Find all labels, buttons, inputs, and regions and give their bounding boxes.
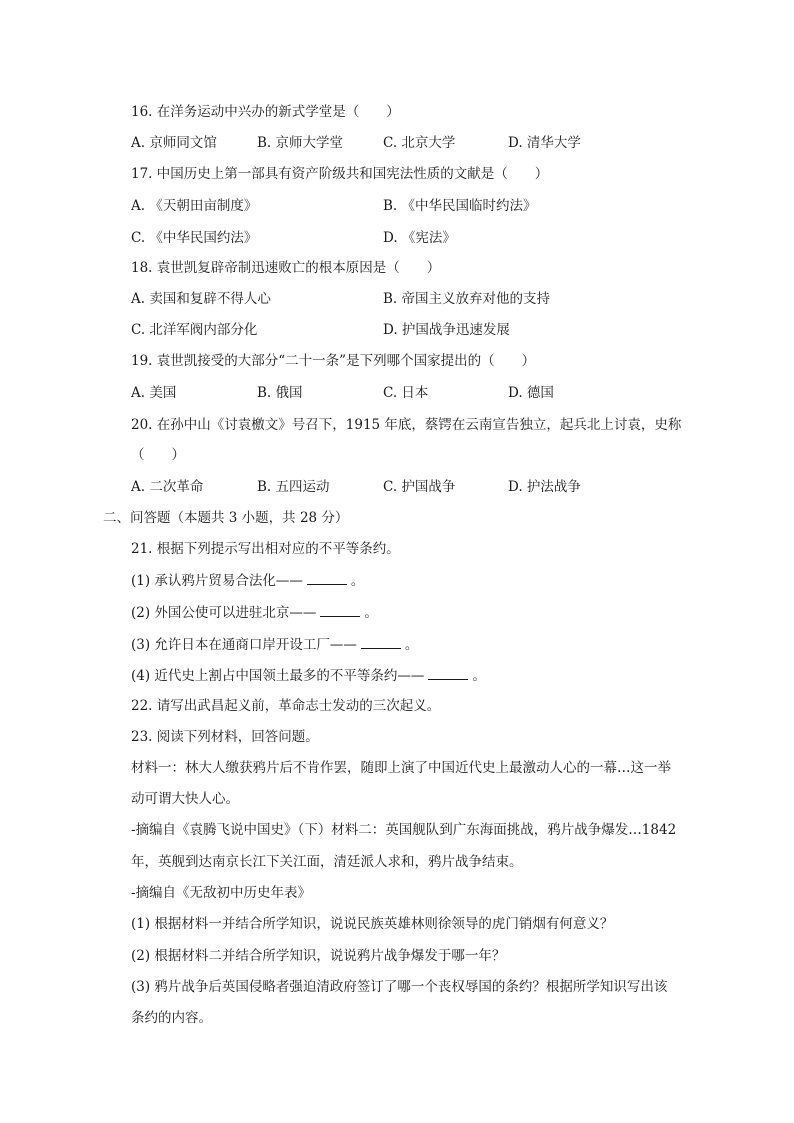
q23-question-2: (2) 根据材料二并结合所学知识，说说鸦片战争爆发于哪一年？	[131, 948, 506, 964]
q17-option-d: D. 《宪法》	[383, 230, 456, 246]
q20-option-d: D. 护法战争	[508, 479, 581, 495]
q21-item-1-text: (1) 承认鸦片贸易合法化——	[131, 573, 303, 589]
q16-option-a: A. 京师同文馆	[131, 135, 217, 151]
q19-option-a: A. 美国	[131, 385, 177, 401]
q21-item-1	[131, 570, 364, 591]
q18-option-a: A. 卖国和复辟不得人心	[131, 291, 271, 307]
question-17-stem: 17. 中国历史上第一部具有资产阶级共和国宪法性质的文献是（ ）	[131, 166, 549, 182]
section-2-heading: 二、问答题（本题共 3 小题，共 28 分）	[103, 510, 349, 526]
q21-item-3-end: 。	[404, 637, 419, 653]
q21-item-4-end: 。	[472, 668, 486, 684]
q23-material-line-1: 材料一：林大人缴获鸦片后不肯作罢，随即上演了中国近代史上最激动人心的一幕…这一举	[131, 760, 671, 776]
q16-option-d: D. 清华大学	[508, 135, 581, 151]
q21-item-1-end: 。	[350, 573, 365, 589]
q23-question-1: (1) 根据材料一并结合所学知识，说说民族英雄林则徐领导的虎门销烟有何意义？	[131, 916, 614, 932]
q19-option-d: D. 德国	[508, 385, 554, 401]
q23-material-line-5: -摘编自《无敌初中历史年表》	[131, 885, 312, 901]
q18-option-b: B. 帝国主义放弃对他的支持	[383, 291, 551, 307]
q19-option-c: C. 日本	[383, 385, 429, 401]
q21-item-4	[131, 665, 486, 686]
question-18-stem: 18. 袁世凯复辟帝制迅速败亡的根本原因是（ ）	[131, 260, 441, 276]
question-20-stem-line2: （ ）	[131, 447, 185, 463]
q20-option-a: A. 二次革命	[131, 479, 204, 495]
question-21-stem: 21. 根据下列提示写出相对应的不平等条约。	[131, 541, 400, 557]
q20-option-c: C. 护国战争	[383, 479, 456, 495]
q21-item-2-end: 。	[364, 605, 378, 621]
q20-option-b: B. 五四运动	[257, 479, 330, 495]
question-23-stem: 23. 阅读下列材料，回答问题。	[131, 729, 319, 745]
question-22-stem: 22. 请写出武昌起义前，革命志士发动的三次起义。	[131, 698, 441, 714]
q16-option-c: C. 北京大学	[383, 135, 456, 151]
question-16-stem: 16. 在洋务运动中兴办的新式学堂是（ ）	[131, 104, 400, 120]
q23-question-3-line2: 条约的内容。	[131, 1010, 212, 1026]
q21-item-4-text: (4) 近代史上割占中国领土最多的不平等条约——	[131, 668, 425, 684]
question-20-stem-line1: 20. 在孙中山《讨袁檄文》号召下，1915 年底，蔡锷在云南宣告独立，起兵北上讨袁，史称	[131, 417, 682, 433]
q21-item-3	[131, 634, 418, 655]
q17-option-b: B. 《中华民国临时约法》	[383, 198, 537, 214]
q23-material-line-3: -摘编自《袁腾飞说中国史》（下）材料二：英国舰队到广东海面挑战，鸦片战争爆发…1842	[131, 822, 677, 838]
q23-question-3-line1: (3) 鸦片战争后英国侵略者强迫清政府签订了哪一个丧权辱国的条约？根据所学知识写出该	[131, 979, 668, 995]
q23-material-line-2: 动可谓大快人心。	[131, 791, 239, 807]
q21-item-3-text: (3) 允许日本在通商口岸开设工厂——	[131, 637, 357, 653]
q19-option-b: B. 俄国	[257, 385, 303, 401]
question-19-stem: 19. 袁世凯接受的大部分“二十一条”是下列哪个国家提出的（ ）	[131, 353, 536, 369]
q18-option-c: C. 北洋军阀内部分化	[131, 322, 258, 338]
q17-option-a: A. 《天朝田亩制度》	[131, 198, 258, 214]
q21-item-1-blank[interactable]	[307, 570, 347, 585]
q16-option-b: B. 京师大学堂	[257, 135, 344, 151]
q18-option-d: D. 护国战争迅速发展	[383, 322, 510, 338]
q17-option-c: C. 《中华民国约法》	[131, 230, 258, 246]
q21-item-2-text: (2) 外国公使可以进驻北京——	[131, 605, 317, 621]
q21-item-2-blank[interactable]	[320, 602, 360, 617]
q21-item-4-blank[interactable]	[428, 665, 468, 680]
q21-item-3-blank[interactable]	[361, 634, 401, 649]
q23-material-line-4: 年，英舰到达南京长江下关江面，清廷派人求和，鸦片战争结束。	[131, 854, 523, 870]
q21-item-2	[131, 602, 378, 623]
